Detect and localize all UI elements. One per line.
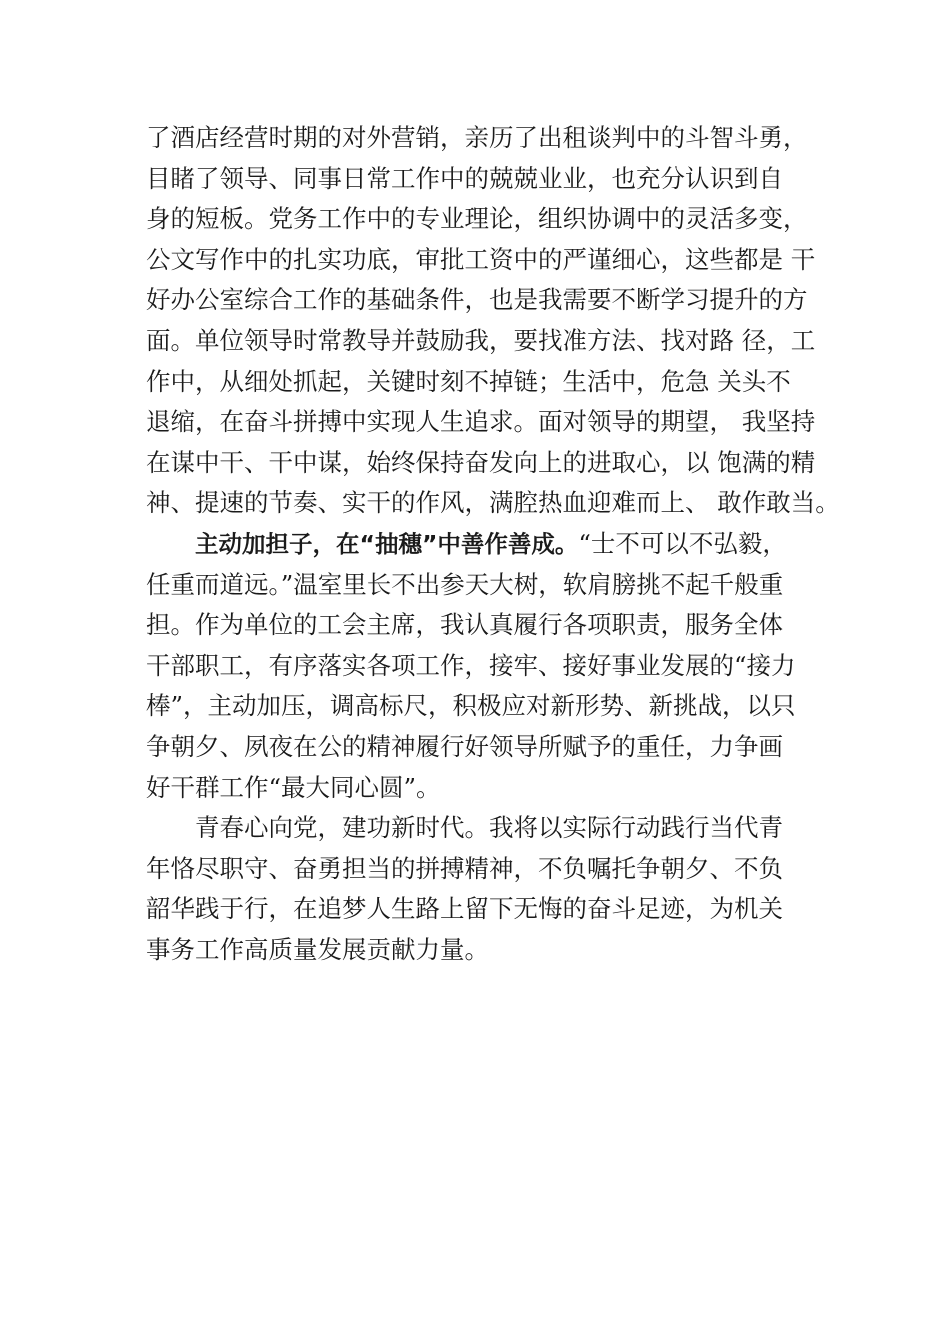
text-line: 公文写作中的扎实功底，审批工资中的严谨细心，这些都是 干	[146, 244, 816, 274]
text-line: 年恪尽职守、奋勇担当的拼搏精神，不负嘱托争朝夕、不负	[146, 853, 783, 883]
text-line: 任重而道远。”温室里长不出参天大树，软肩膀挑不起千般重	[146, 569, 784, 599]
text-line: 身的短板。党务工作中的专业理论，组织协调中的灵活多变，	[146, 204, 808, 234]
text-line	[146, 524, 836, 565]
text-line: 好办公室综合工作的基础条件，也是我需要不断学习提升的方	[146, 285, 808, 315]
text-line: 作中，从细处抓起，关键时刻不掉链；生活中，危急 关头不	[146, 366, 791, 396]
text-line: 韶华践于行，在追梦人生路上留下无悔的奋斗足迹，为机关	[146, 894, 783, 924]
text-line: 面。单位领导时常教导并鼓励我，要找准方法、找对路 径，工	[146, 325, 816, 355]
text-line: 青春心向党，建功新时代。我将以实际行动践行当代青	[195, 813, 783, 843]
paragraph-1	[146, 118, 840, 524]
text-line: 在谋中干、干中谋，始终保持奋发向上的进取心，以 饱满的精	[146, 447, 816, 477]
text-line: 了酒店经营时期的对外营销，亲历了出租谈判中的斗智斗勇，	[146, 123, 808, 152]
text-line: 干部职工，有序落实各项工作，接牢、接好事业发展的“接力	[146, 650, 796, 680]
text-line: 退缩，在奋斗拼搏中实现人生追求。面对领导的期望， 我坚持	[146, 407, 816, 437]
text-line: 好干群工作“最大同心圆”。	[146, 772, 441, 802]
paragraph-3	[146, 808, 836, 970]
text-line: 事务工作高质量发展贡献力量。	[146, 934, 489, 964]
document-body	[146, 118, 840, 970]
text-line: 棒”，主动加压，调高标尺，积极应对新形势、新挑战，以只	[146, 691, 796, 721]
text-line: 争朝夕、夙夜在公的精神履行好领导所赋予的重任，力争画	[146, 731, 783, 761]
paragraph-heading: 主动加担子，在“抽穗”中善作善成。	[195, 529, 579, 558]
text-line: 目睹了领导、同事日常工作中的兢兢业业，也充分认识到自	[146, 163, 783, 193]
text-line: 神、提速的节奏、实干的作风，满腔热血迎难而上、 敢作敢当。	[146, 488, 840, 518]
paragraph-2	[146, 524, 836, 808]
text-line: 担。作为单位的工会主席，我认真履行各项职责，服务全体	[146, 610, 783, 640]
heading-trailing-text: “士不可以不弘毅，	[578, 528, 787, 558]
